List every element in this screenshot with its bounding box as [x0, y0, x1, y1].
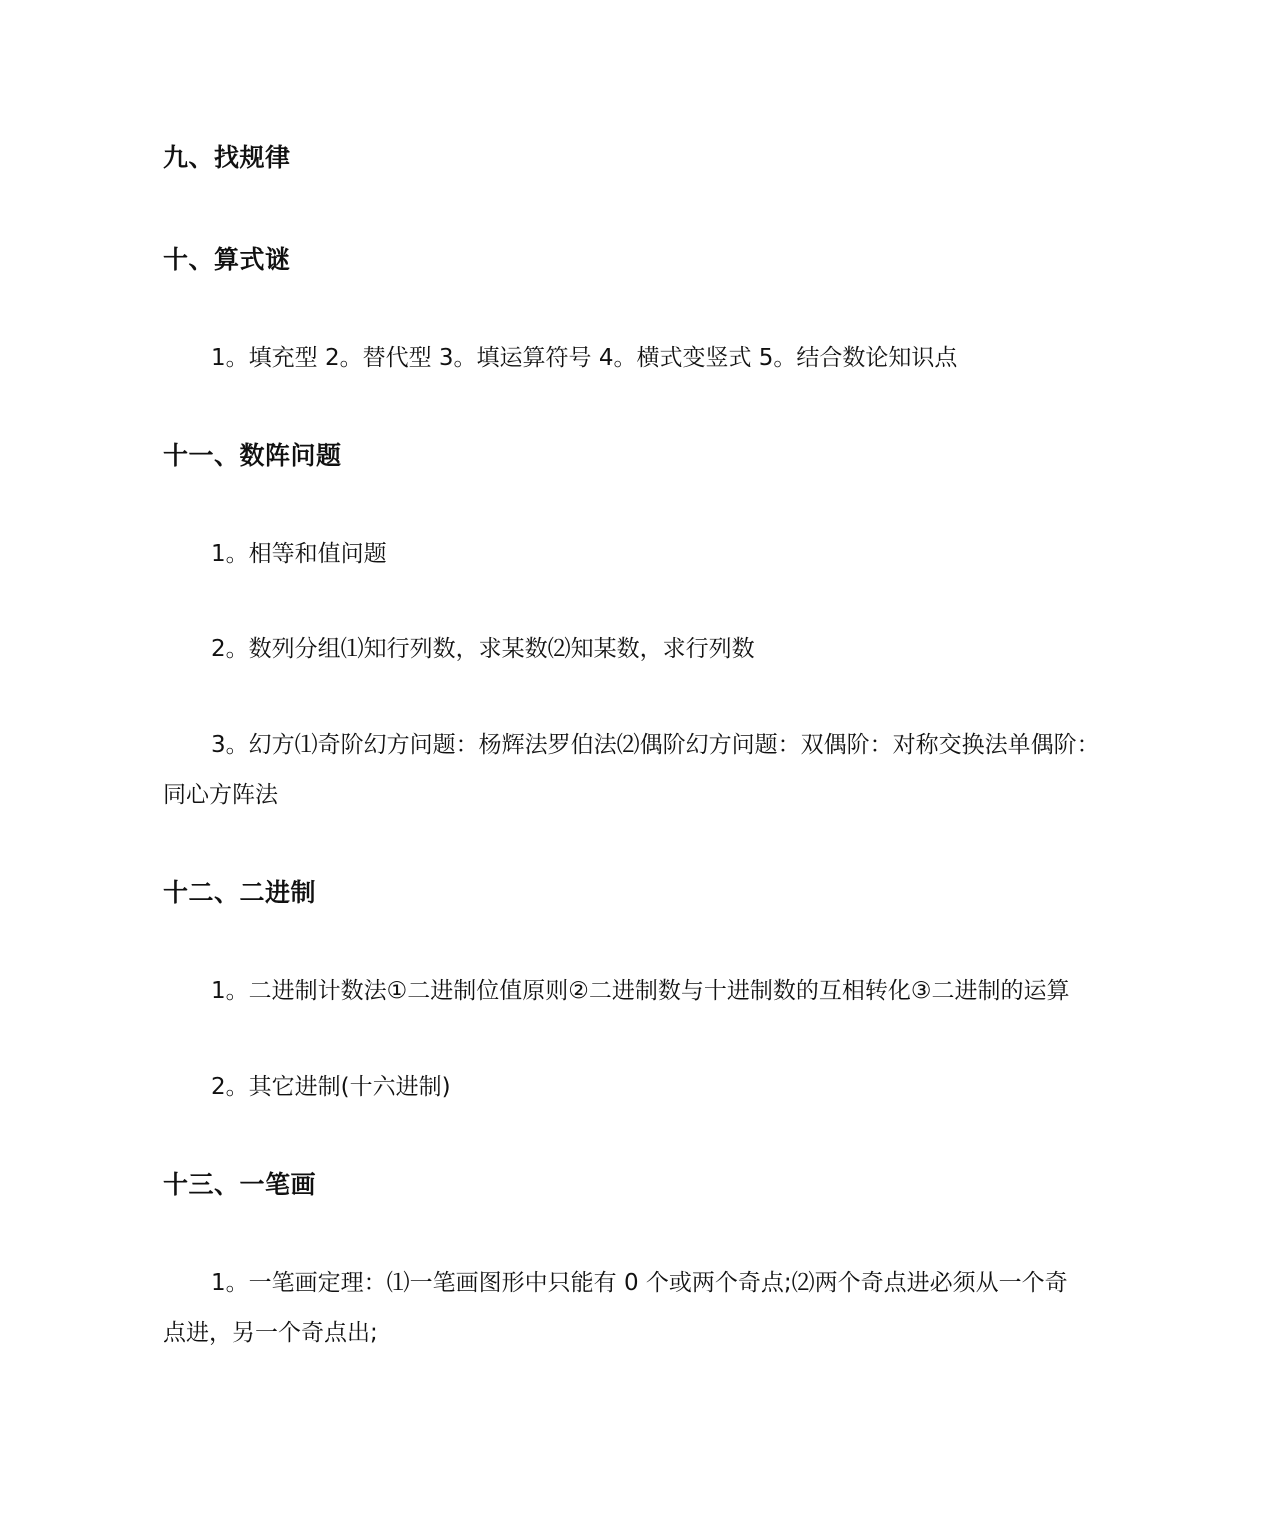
- paragraph-equal-sum: 1。相等和值问题: [211, 541, 387, 567]
- paragraph-one-stroke-theorem: 1。一笔画定理：⑴一笔画图形中只能有 0 个或两个奇点;⑵两个奇点进必须从一个奇: [211, 1270, 1068, 1296]
- paragraph-magic-squares-continued: 同心方阵法: [163, 782, 278, 808]
- paragraph-magic-squares: 3。幻方⑴奇阶幻方问题：杨辉法罗伯法⑵偶阶幻方问题：双偶阶：对称交换法单偶阶：: [211, 732, 1100, 758]
- paragraph-sequence-grouping: 2。数列分组⑴知行列数，求某数⑵知某数，求行列数: [211, 636, 755, 662]
- paragraph-puzzle-types: 1。填充型 2。替代型 3。填运算符号 4。横式变竖式 5。结合数论知识点: [211, 345, 958, 371]
- section-heading-one-stroke: 十三、一笔画: [163, 1170, 317, 1199]
- section-heading-binary: 十二、二进制: [163, 878, 317, 907]
- paragraph-one-stroke-theorem-continued: 点进，另一个奇点出;: [163, 1320, 378, 1346]
- section-heading-number-arrays: 十一、数阵问题: [163, 441, 342, 470]
- paragraph-binary-counting: 1。二进制计数法①二进制位值原则②二进制数与十进制数的互相转化③二进制的运算: [211, 978, 1070, 1004]
- section-heading-arithmetic-puzzles: 十、算式谜: [163, 245, 291, 274]
- paragraph-other-bases: 2。其它进制(十六进制): [211, 1074, 451, 1100]
- section-heading-find-patterns: 九、找规律: [163, 143, 291, 172]
